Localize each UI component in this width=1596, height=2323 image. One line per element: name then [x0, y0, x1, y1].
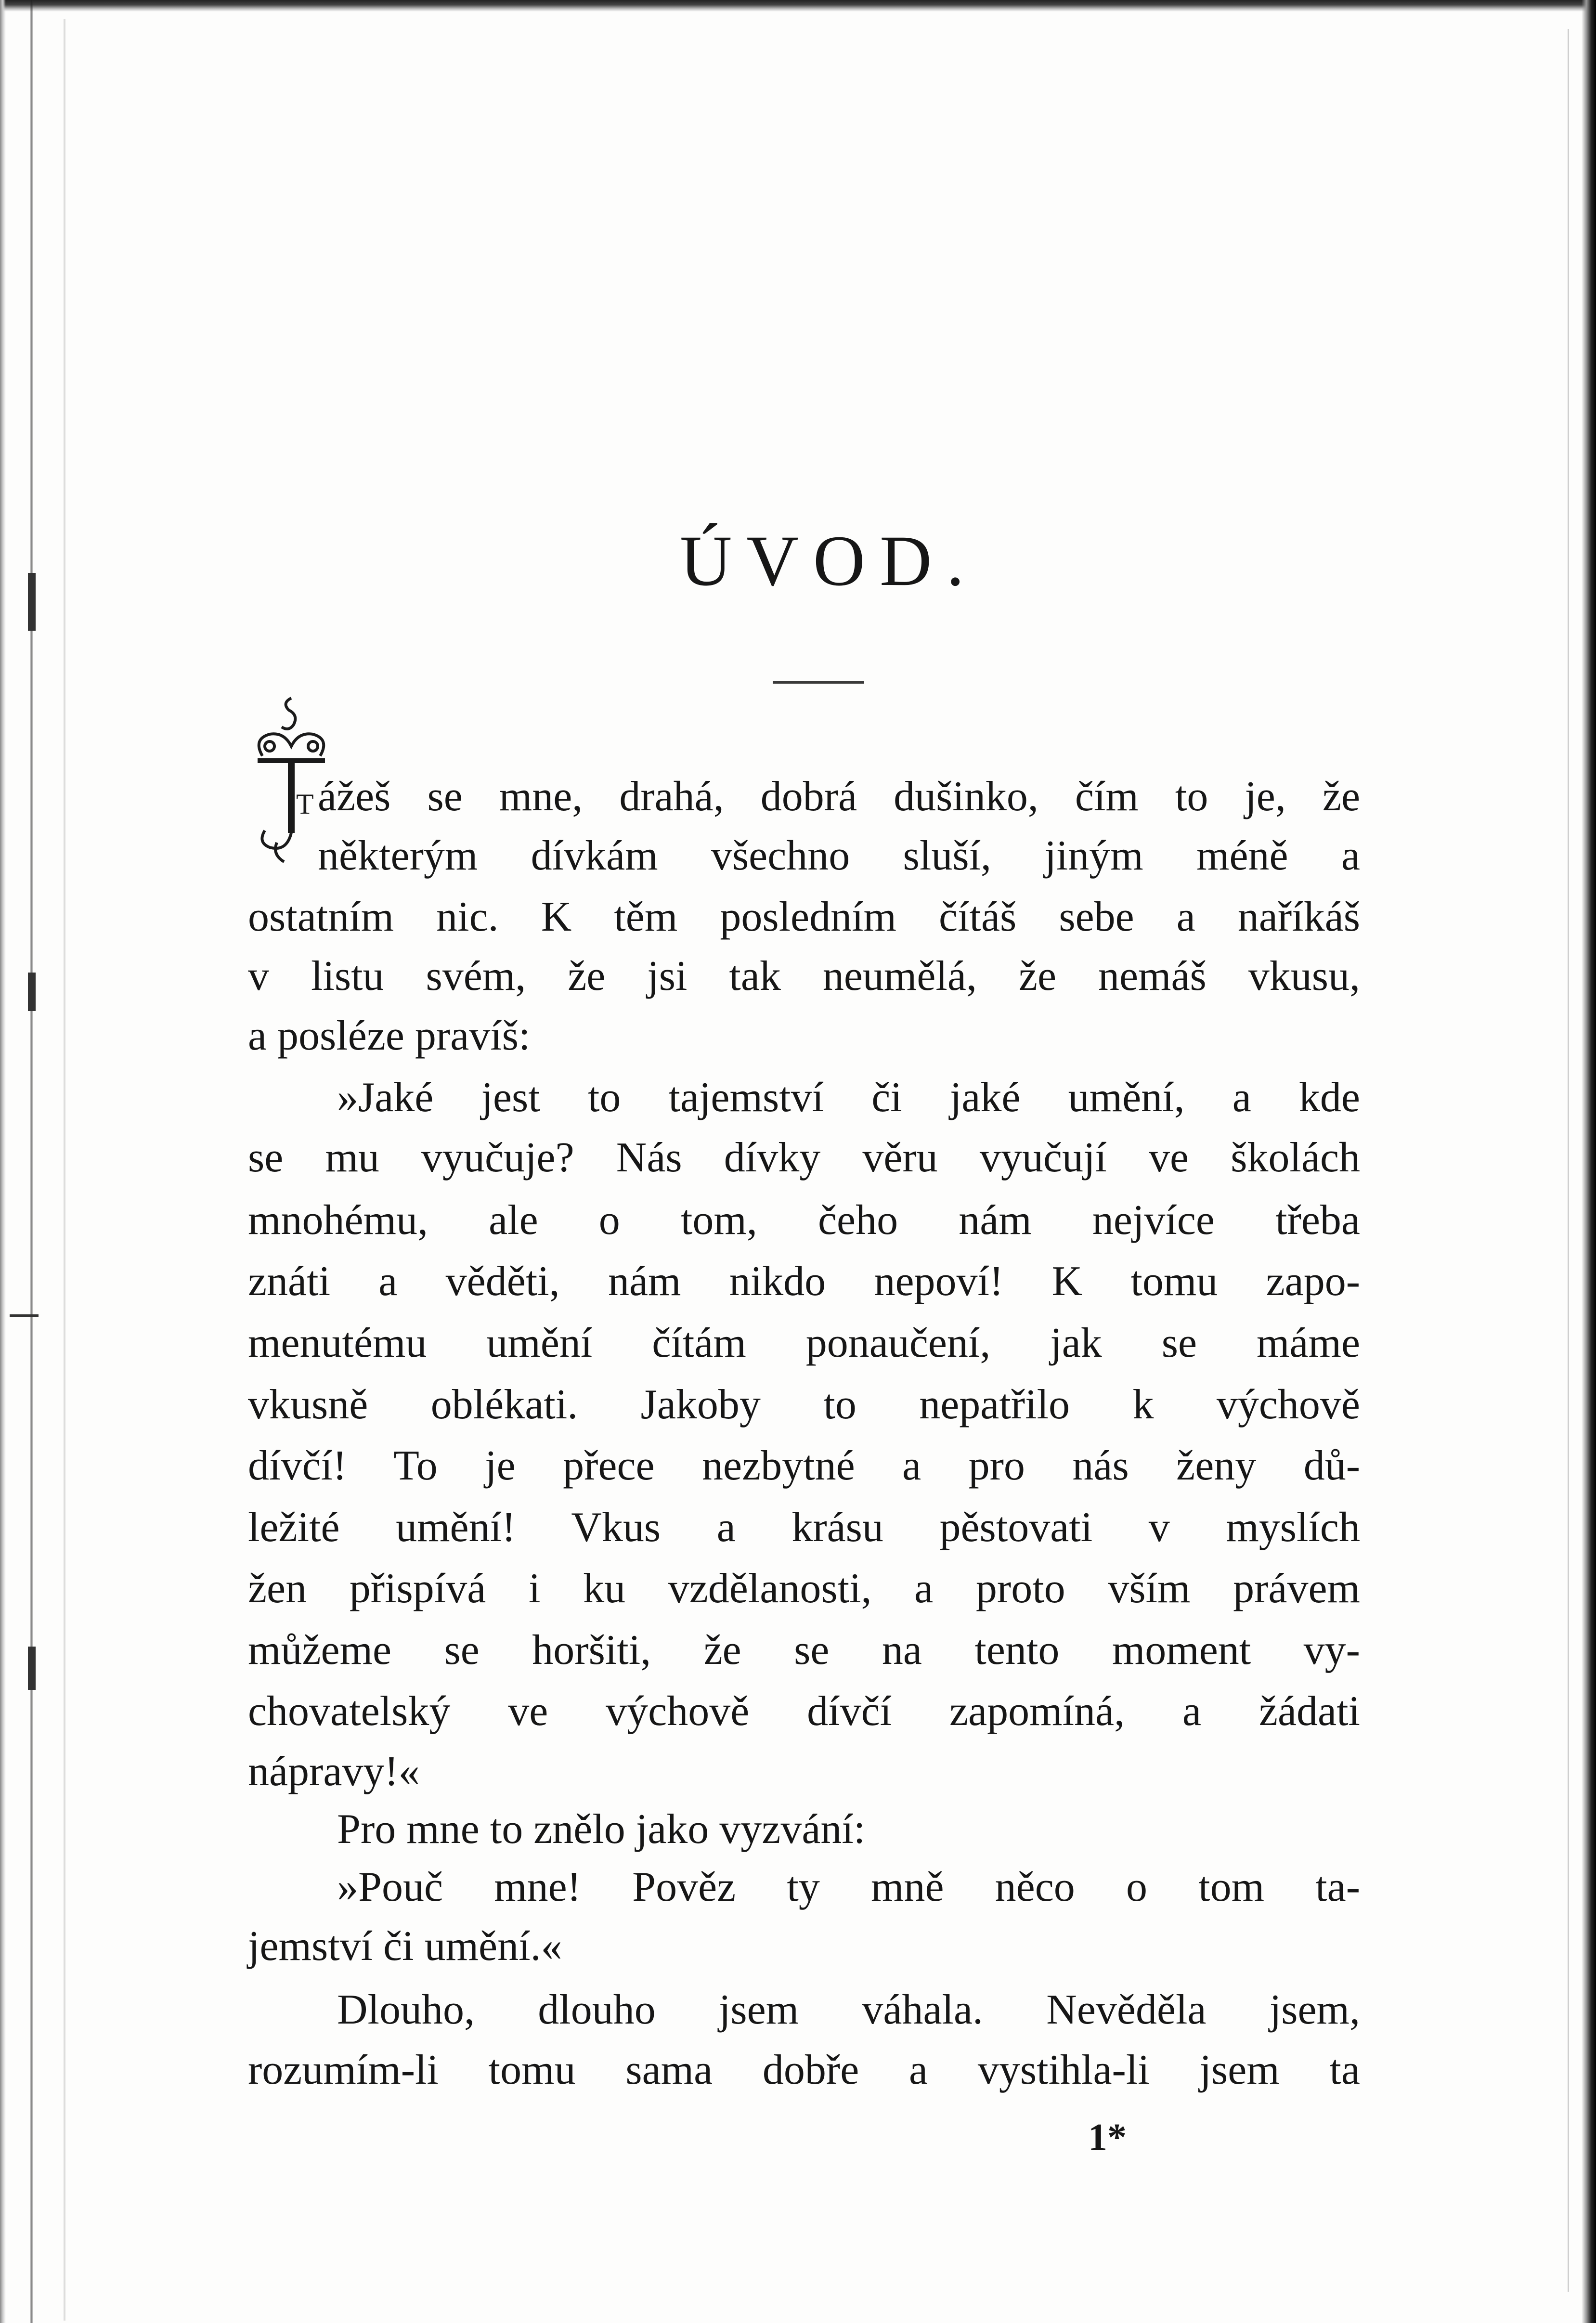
- text-line: mnohému, ale o tom, čeho nám nejvíce třeba: [248, 1197, 1360, 1244]
- text-line: jemství či umění.«: [248, 1923, 562, 1970]
- scan-edge-left: [0, 0, 6, 2323]
- text-line: se mu vyučuje? Nás dívky věru vyučují ve školách: [248, 1134, 1360, 1181]
- text-line: rozumím-li tomu sama dobře a vystihla-li jsem ta: [248, 2047, 1360, 2093]
- gutter-mark: [28, 973, 36, 1011]
- text-line: ážeš se mne, drahá, dobrá dušinko, čím to je, že: [318, 773, 1360, 820]
- text-line: chovatelský ve výchově dívčí zapomíná, a žádati: [248, 1688, 1360, 1735]
- text-line: »Jaké jest to tajemství či jaké umění, a kde: [337, 1074, 1360, 1121]
- text-line: vkusně oblékati. Jakoby to nepatřilo k výchově: [248, 1381, 1360, 1428]
- text-line: Pro mne to znělo jako vyzvání:: [337, 1806, 866, 1853]
- scan-edge-right: [1582, 0, 1596, 2323]
- text-line: některým dívkám všechno sluší, jiným méně a: [318, 832, 1360, 879]
- text-line: nápravy!«: [248, 1748, 420, 1795]
- text-line: »Pouč mne! Pověz ty mně něco o tom ta-: [337, 1864, 1360, 1910]
- text-line: můžeme se horšiti, že se na tento moment vy-: [248, 1627, 1360, 1674]
- binding-gutter-shadow: [64, 19, 65, 2321]
- scan-edge-right-inner: [1568, 29, 1569, 2292]
- signature-mark: 1*: [1088, 2116, 1127, 2159]
- text-line: žen přispívá i ku vzdělanosti, a proto vším právem: [248, 1565, 1360, 1612]
- text-line: Dlouho, dlouho jsem váhala. Nevěděla jsem,: [337, 1986, 1360, 2033]
- text-line: znáti a věděti, nám nikdo nepoví! K tomu zapo-: [248, 1258, 1360, 1305]
- text-line: ležité umění! Vkus a krásu pěstovati v myslích: [248, 1504, 1360, 1551]
- text-line: menutému umění čítám ponaučení, jak se máme: [248, 1320, 1360, 1366]
- text-line: a posléze pravíš:: [248, 1012, 531, 1059]
- text-line: dívčí! To je přece nezbytné a pro nás ženy dů-: [248, 1442, 1360, 1489]
- binding-gutter: [30, 0, 33, 2323]
- gutter-mark: [10, 1314, 39, 1317]
- text-line: ostatním nic. K těm posledním čítáš sebe a naříkáš: [248, 894, 1360, 940]
- title-rule: [773, 681, 864, 684]
- chapter-title: ÚVOD.: [680, 521, 979, 601]
- dropcap-letter: T: [296, 788, 314, 820]
- text-line: v listu svém, že jsi tak neumělá, že nemáš vkusu,: [248, 953, 1360, 999]
- gutter-mark: [28, 1647, 36, 1690]
- scan-edge-top: [0, 0, 1596, 12]
